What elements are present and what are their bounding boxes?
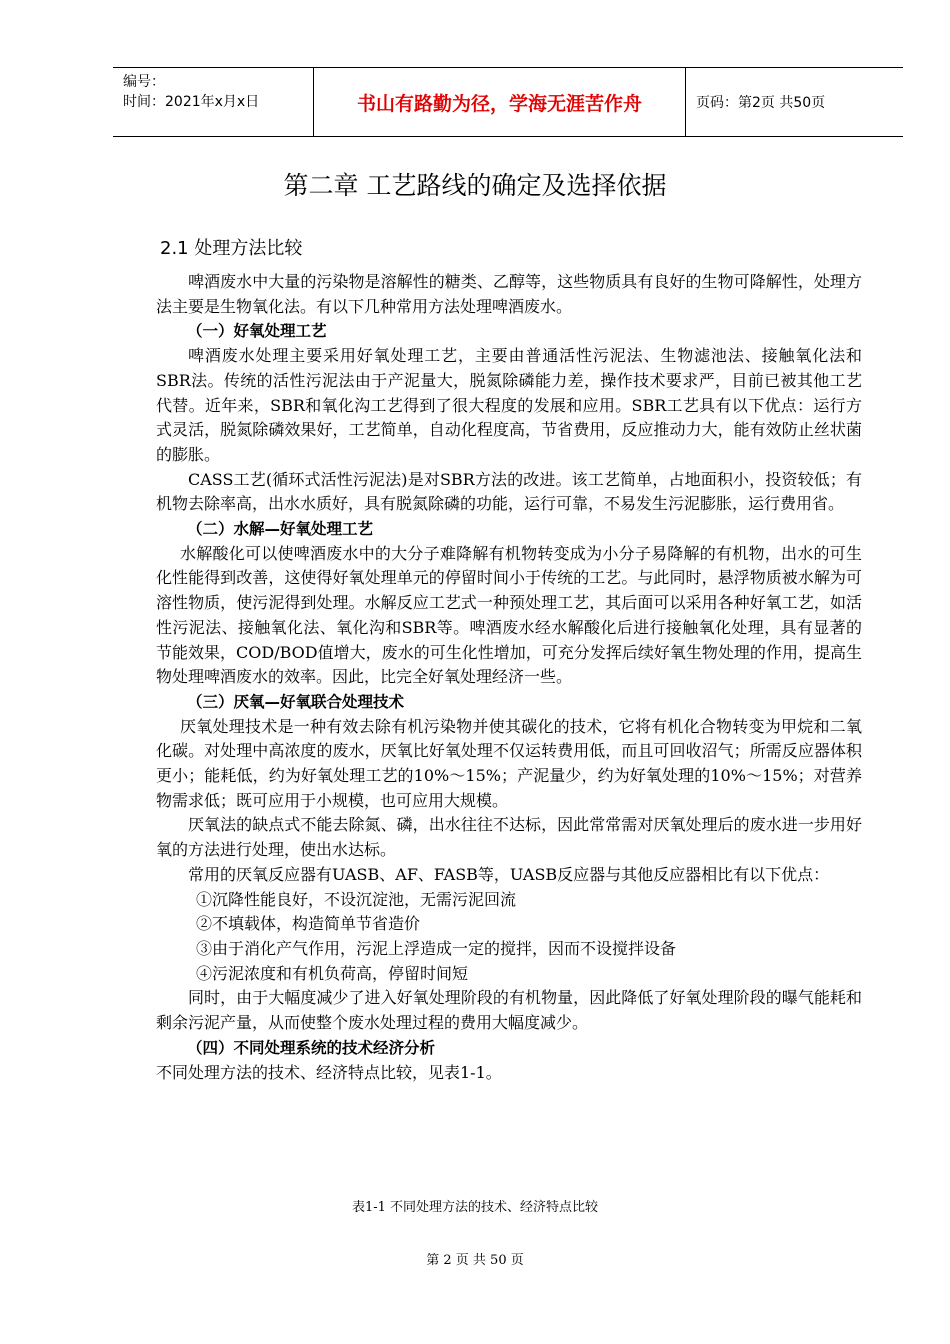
document-time-label: 时间：2021年x月x日 xyxy=(123,94,260,110)
paragraph: 啤酒废水中大量的污染物是溶解性的糖类、乙醇等，这些物质具有良好的生物可降解性，处理方法主要是生物氧化法。有以下几种常用方法处理啤酒废水。 xyxy=(156,272,862,316)
paragraph: CASS工艺(循环式活性污泥法)是对SBR方法的改进。该工艺简单，占地面积小，投资较低；有机物去除率高，出水水质好，具有脱氮除磷的功能，运行可靠，不易发生污泥膨胀，运行费用省。 xyxy=(156,469,862,514)
header-motto: 书山有路勤为径，学海无涯苦作舟 xyxy=(314,68,686,136)
paragraph: 厌氧处理技术是一种有效去除有机污染物并使其碳化的技术，它将有机化合物转变为甲烷和二氧化碳。对处理中高浓度的废水，厌氧比好氧处理不仅运转费用低，而且可回收沼气；所需反应器体积更小；能耗低，约为好氧处理工艺的10%～15%；产泥量少，约为好氧处理的10%～15%；对营养物需求低；既可应用于小规模，也可应用大规模。 xyxy=(156,716,862,810)
body-text xyxy=(156,270,862,1085)
document-number-label: 编号： xyxy=(123,74,165,90)
list-item: ④污泥浓度和有机负荷高，停留时间短 xyxy=(196,963,469,983)
page-header xyxy=(113,67,903,137)
section-heading: 2.1 处理方法比较 xyxy=(160,238,303,259)
subheading: （一）好氧处理工艺 xyxy=(187,322,327,341)
paragraph: 厌氧法的缺点式不能去除氮、磷，出水往往不达标，因此常常需对厌氧处理后的废水进一步用好氧的方法进行处理，使出水达标。 xyxy=(156,815,862,860)
paragraph: 啤酒废水处理主要采用好氧处理工艺，主要由普通活性污泥法、生物滤池法、接触氧化法和SBR法。传统的活性污泥法由于产泥量大，脱氮除磷能力差，操作技术要求严，目前已被其他工艺代替。近年来，SBR和氧化沟工艺得到了很大程度的发展和应用。SBR工艺具有以下优点：运行方式灵活，脱氮除磷效果好，工艺简单，自动化程度高，节省费用，反应推动力大，能有效防止丝状菌的膨胀。 xyxy=(156,346,862,464)
header-page-label: 页码：第2页 共50页 xyxy=(696,95,826,111)
list-item: ②不填载体，构造简单节省造价 xyxy=(196,914,421,934)
paragraph: 同时，由于大幅度减少了进入好氧处理阶段的有机物量，因此降低了好氧处理阶段的曝气能耗和剩余污泥产量，从而使整个废水处理过程的费用大幅度减少。 xyxy=(156,988,862,1033)
subheading: （二）水解—好氧处理工艺 xyxy=(187,520,374,539)
paragraph: 不同处理方法的技术、经济特点比较，见表1-1。 xyxy=(156,1062,502,1082)
list-item: ①沉降性能良好，不设沉淀池，无需污泥回流 xyxy=(196,889,517,909)
page-footer: 第 2 页 共 50 页 xyxy=(426,1253,524,1268)
header-meta xyxy=(113,68,314,136)
subheading: （四）不同处理系统的技术经济分析 xyxy=(187,1038,436,1057)
chapter-title: 第二章 工艺路线的确定及选择依据 xyxy=(283,171,667,200)
subheading: （三）厌氧—好氧联合处理技术 xyxy=(187,692,405,711)
list-item: ③由于消化产气作用，污泥上浮造成一定的搅拌，因而不设搅拌设备 xyxy=(196,938,677,958)
paragraph: 常用的厌氧反应器有UASB、AF、FASB等，UASB反应器与其他反应器相比有以下优点： xyxy=(188,864,830,884)
paragraph: 水解酸化可以使啤酒废水中的大分子难降解有机物转变成为小分子易降解的有机物，出水的可生化性能得到改善，这使得好氧处理单元的停留时间小于传统的工艺。与此同时，悬浮物质被水解为可溶性物质，使污泥得到处理。水解反应工艺式一种预处理工艺，其后面可以采用各种好氧工艺，如活性污泥法、接触氧化法、氧化沟和SBR等。啤酒废水经水解酸化后进行接触氧化处理，具有显著的节能效果，COD/BOD值增大，废水的可生化性增加，可充分发挥后续好氧生物处理的作用，提高生物处理啤酒废水的效率。因此，比完全好氧处理经济一些。 xyxy=(156,543,862,687)
table-caption: 表1-1 不同处理方法的技术、经济特点比较 xyxy=(351,1200,599,1215)
